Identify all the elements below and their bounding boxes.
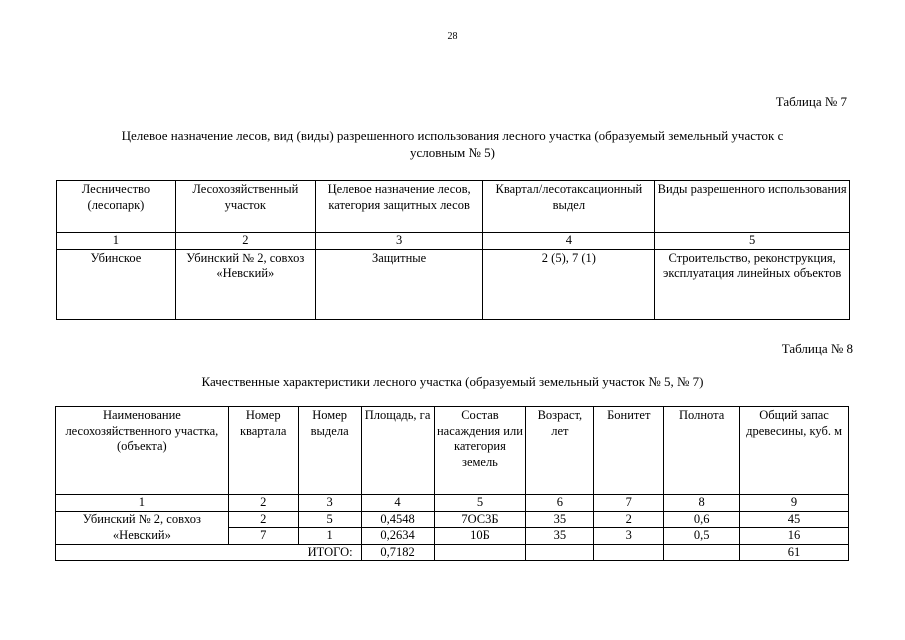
table8 (55, 406, 849, 561)
table8-col-number: 7 (594, 495, 664, 512)
table8-header-cell: Наименование лесохозяйственного участка, (объекта) (56, 407, 229, 495)
table8-label: Таблица № 8 (781, 341, 853, 356)
table8-cell: 7 (228, 528, 298, 545)
table8-col-number: 8 (664, 495, 740, 512)
table8-cell: 16 (740, 528, 849, 545)
table8-col-number: 5 (434, 495, 526, 512)
table8-cell: 35 (526, 511, 594, 528)
table7-col-number: 1 (57, 233, 176, 250)
table8-empty-cell (664, 544, 740, 561)
table8-cell: 2 (594, 511, 664, 528)
table7-col-number: 4 (483, 233, 655, 250)
table8-header-row (56, 407, 849, 495)
table8-cell: 45 (740, 511, 849, 528)
table7-cell: 2 (5), 7 (1) (483, 249, 655, 319)
table7-col-number: 3 (315, 233, 483, 250)
table8-total-area: 0,7182 (361, 544, 434, 561)
table7-label: Таблица № 7 (775, 94, 847, 109)
table8-cell: 10Б (434, 528, 526, 545)
table8-cell: 35 (526, 528, 594, 545)
table8-col-number: 4 (361, 495, 434, 512)
table7-header-cell: Квартал/лесотаксационный выдел (483, 181, 655, 233)
table8-total-row (56, 544, 849, 561)
page-number: 28 (447, 31, 458, 42)
table8-cell: 3 (594, 528, 664, 545)
table8-col-number: 9 (740, 495, 849, 512)
table7-header-cell: Виды разрешенного использования (655, 181, 850, 233)
table8-empty-cell (434, 544, 526, 561)
table8-cell: 2 (228, 511, 298, 528)
table7-header-row (57, 181, 850, 233)
table8-total-label: ИТОГО: (56, 544, 362, 561)
table-row (56, 511, 849, 528)
table8-header-cell: Бонитет (594, 407, 664, 495)
table8-col-number: 3 (298, 495, 361, 512)
table8-cell: 0,5 (664, 528, 740, 545)
table8-cell: 0,2634 (361, 528, 434, 545)
table8-cell: 1 (298, 528, 361, 545)
table8-title: Качественные характеристики лесного участка (образуемый земельный участок № 5, № 7) (201, 374, 704, 389)
table8-empty-cell (594, 544, 664, 561)
table8-cell: 7ОС3Б (434, 511, 526, 528)
table8-header-cell: Состав насаждения или категория земель (434, 407, 526, 495)
table7-column-number-row (57, 233, 850, 250)
table7-cell: Защитные (315, 249, 483, 319)
table8-cell: 5 (298, 511, 361, 528)
table8-site-name: Убинский № 2, совхоз «Невский» (56, 511, 229, 544)
table8-empty-cell (526, 544, 594, 561)
table8-cell: 0,6 (664, 511, 740, 528)
table7-title: Целевое назначение лесов, вид (виды) разрешенного использования лесного участка (образуемый земельный участок с условным № 5) (121, 128, 784, 160)
table7-cell: Строительство, реконструкция, эксплуатация линейных объектов (655, 249, 850, 319)
table8-header-cell: Номер квартала (228, 407, 298, 495)
table8-header-cell: Площадь, га (361, 407, 434, 495)
table8-header-cell: Возраст, лет (526, 407, 594, 495)
table8-col-number: 6 (526, 495, 594, 512)
table7-header-cell: Лесохозяйственный участок (175, 181, 315, 233)
table8-total-volume: 61 (740, 544, 849, 561)
table7 (56, 180, 850, 320)
table8-column-number-row (56, 495, 849, 512)
table8-cell: 0,4548 (361, 511, 434, 528)
table8-header-cell: Полнота (664, 407, 740, 495)
table7-cell: Убинский № 2, совхоз «Невский» (175, 249, 315, 319)
table7-header-cell: Целевое назначение лесов, категория защитных лесов (315, 181, 483, 233)
table7-col-number: 5 (655, 233, 850, 250)
table7-cell: Убинское (57, 249, 176, 319)
table7-header-cell: Лесничество (лесопарк) (57, 181, 176, 233)
table-row (57, 249, 850, 319)
table8-col-number: 2 (228, 495, 298, 512)
table8-header-cell: Номер выдела (298, 407, 361, 495)
table7-col-number: 2 (175, 233, 315, 250)
table8-header-cell: Общий запас древесины, куб. м (740, 407, 849, 495)
table8-col-number: 1 (56, 495, 229, 512)
